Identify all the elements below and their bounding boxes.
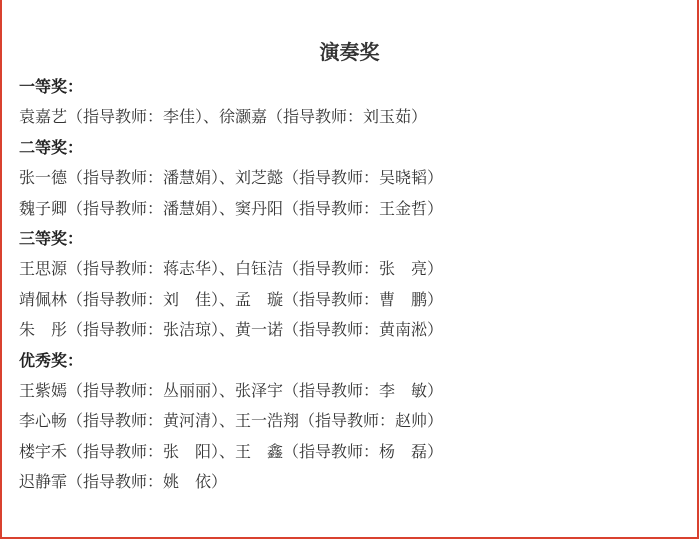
award-entry: 魏子卿（指导教师：潘慧娟）、窦丹阳（指导教师：王金哲） (19, 198, 444, 218)
award-entry: 迟静霏（指导教师：姚 依） (19, 472, 228, 492)
award-entry: 张一德（指导教师：潘慧娟）、刘芝懿（指导教师：吴晓韬） (19, 168, 444, 188)
document-title: 演奏奖 (319, 40, 380, 64)
award-entry: 楼宇禾（指导教师：张 阳）、王 鑫（指导教师：杨 磊） (19, 441, 444, 461)
third-prize-heading: 三等奖： (19, 228, 84, 248)
award-entry: 袁嘉艺（指导教师：李佳）、徐灏嘉（指导教师：刘玉茹） (19, 107, 428, 127)
award-entry: 王紫嫣（指导教师：丛丽丽）、张泽宇（指导教师：李 敏） (19, 380, 444, 400)
award-entry: 朱 彤（指导教师：张洁琼）、黄一诺（指导教师：黄南淞） (19, 320, 444, 340)
award-entry: 靖佩林（指导教师：刘 佳）、孟 璇（指导教师：曹 鹏） (19, 289, 444, 309)
award-entry: 李心畅（指导教师：黄河清）、王一浩翔（指导教师：赵帅） (19, 411, 444, 431)
second-prize-heading: 二等奖： (19, 137, 84, 157)
award-list (19, 72, 679, 497)
first-prize-heading: 一等奖： (19, 77, 84, 96)
excellence-prize-heading: 优秀奖： (19, 350, 84, 370)
award-entry: 王思源（指导教师：蒋志华）、白钰洁（指导教师：张 亮） (19, 259, 444, 279)
